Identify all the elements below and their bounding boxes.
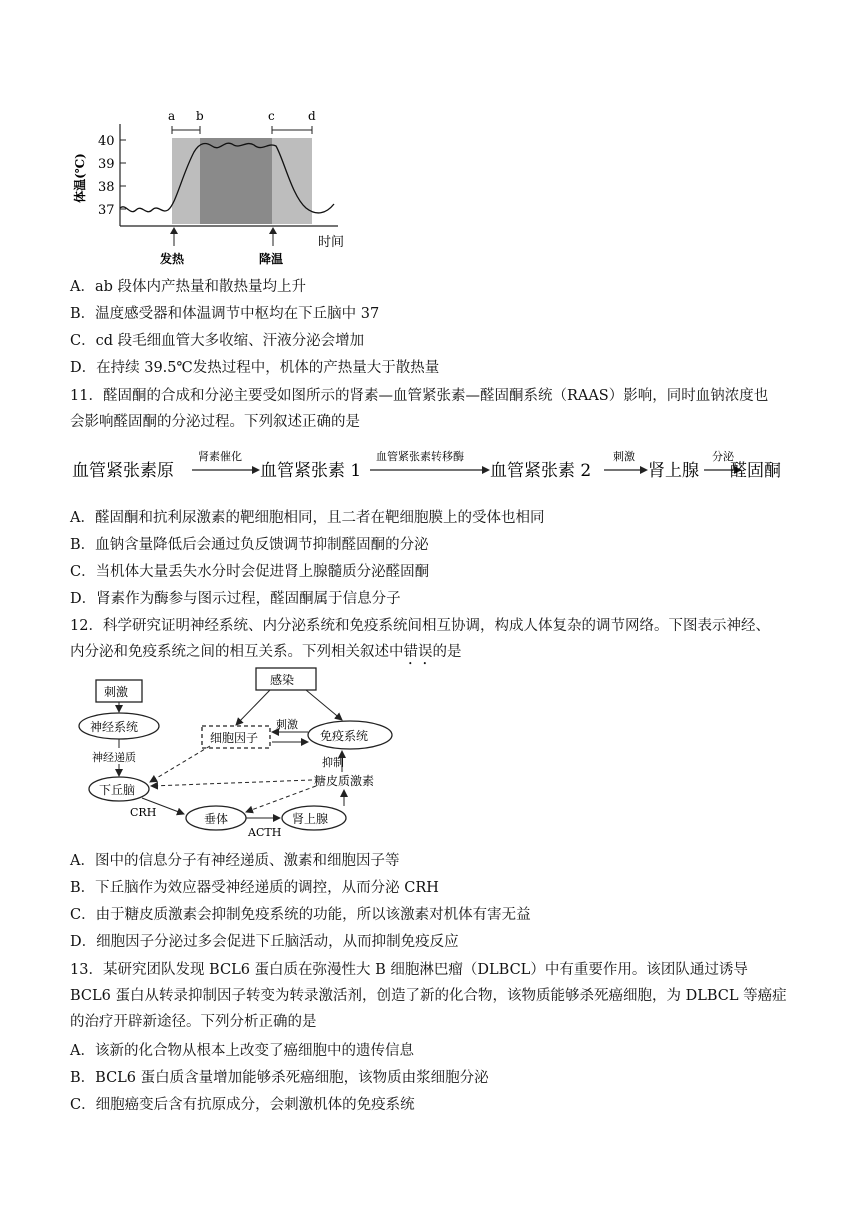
fever-period-dark-shade	[200, 138, 272, 224]
q13-stem: 13．某研究团队发现 BCL6 蛋白质在弥漫性大 B 细胞淋巴瘤（DLBCL）中有重要作用。该团队通过诱导 BCL6 蛋白从转录抑制因子转变为转录激活剂，创造了新的化合物，该物质能够杀死癌细胞，为 DLBCL 等癌症的治疗开辟新途径。下列分析正确的是	[70, 962, 787, 1030]
neuro-endocrine-immune-diagram	[70, 664, 420, 842]
raas-flow-diagram	[70, 440, 800, 498]
q10-option-b: B．温度感受器和体温调节中枢均在下丘脑中 37	[70, 306, 380, 322]
q13-option-c: C．细胞癌变后含有抗原成分，会刺激机体的免疫系统	[70, 1097, 415, 1113]
node-nervous-system: 神经系统	[90, 720, 139, 734]
marker-c: c	[268, 109, 275, 123]
q11-stem-line2: 会影响醛固酮的分泌过程。下列叙述正确的是	[70, 414, 360, 430]
q10-option-a: A．ab 段体内产热量和散热量均上升	[70, 279, 307, 295]
y-axis-label: 体温(℃)	[73, 153, 87, 203]
node-infection: 感染	[270, 673, 295, 687]
flow-angiotensin-2: 血管紧张素 2	[490, 461, 592, 481]
q13-option-a: A．该新的化合物从根本上改变了癌细胞中的遗传信息	[70, 1043, 414, 1059]
flow-arrow1-label: 肾素催化	[198, 450, 242, 463]
q11-option-b: B．血钠含量降低后会通过负反馈调节抑制醛固酮的分泌	[70, 537, 429, 553]
q13-option-b: B．BCL6 蛋白质含量增加能够杀死癌细胞，该物质由浆细胞分泌	[70, 1070, 489, 1086]
cooling-arrow-label: 降温	[259, 252, 284, 266]
q12-stem-post: 的是	[432, 644, 462, 660]
y-tick-40: 40	[98, 134, 115, 149]
marker-d: d	[308, 109, 316, 123]
q11-stem-line1: 11．醛固酮的合成和分泌主要受如图所示的肾素—血管紧张素—醛固酮系统（RAAS）影响，同时血钠浓度也	[70, 388, 769, 404]
fever-arrow-label: 发热	[160, 252, 185, 266]
y-tick-39: 39	[98, 157, 115, 172]
flow-arrow4-label: 分泌	[712, 450, 734, 463]
flow-aldosterone: 醛固酮	[730, 461, 781, 481]
q11-option-c: C．当机体大量丢失水分时会促进肾上腺髓质分泌醛固酮	[70, 564, 430, 580]
q11-option-a: A．醛固酮和抗利尿激素的靶细胞相同，且二者在靶细胞膜上的受体也相同	[70, 510, 545, 526]
flow-angiotensinogen: 血管紧张素原	[72, 461, 174, 481]
node-pituitary: 垂体	[204, 812, 229, 826]
flow-adrenal: 肾上腺	[648, 461, 699, 481]
q12-option-d: D．细胞因子分泌过多会促进下丘脑活动，从而抑制免疫反应	[70, 934, 459, 950]
node-glucocorticoid: 糖皮质激素	[314, 774, 375, 788]
marker-b: b	[196, 109, 204, 123]
node-cytokine: 细胞因子	[210, 731, 259, 745]
flow-angiotensin-1: 血管紧张素 1	[260, 461, 362, 481]
marker-a: a	[168, 109, 176, 123]
flow-arrow2-label: 血管紧张素转移酶	[376, 450, 464, 463]
node-stimulus: 刺激	[104, 685, 129, 699]
label-stimulate: 刺激	[276, 718, 298, 731]
q12-option-c: C．由于糖皮质激素会抑制免疫系统的功能，所以该激素对机体有害无益	[70, 907, 531, 923]
label-inhibit: 抑制	[322, 756, 344, 769]
q10-option-d: D．在持续 39.5℃发热过程中，机体的产热量大于散热量	[70, 360, 440, 376]
q12-stem-emphasis: 错误	[403, 644, 433, 660]
label-neurotransmitter: 神经递质	[92, 751, 136, 764]
label-crh: CRH	[130, 806, 157, 819]
node-immune-system: 免疫系统	[320, 729, 369, 743]
node-hypothalamus: 下丘脑	[99, 783, 136, 797]
fever-temperature-chart	[70, 100, 370, 270]
flow-arrow3-label: 刺激	[613, 450, 635, 463]
node-adrenal: 肾上腺	[292, 812, 329, 826]
q12-stem-pre: 内分泌和免疫系统之间的相互关系。下列相关叙述中	[70, 644, 404, 660]
q11-option-d: D．肾素作为酶参与图示过程，醛固酮属于信息分子	[70, 591, 401, 607]
x-axis-label: 时间	[318, 235, 345, 250]
q12-option-a: A．图中的信息分子有神经递质、激素和细胞因子等	[70, 853, 400, 869]
y-tick-37: 37	[98, 203, 115, 218]
q12-stem-line1: 12．科学研究证明神经系统、内分泌系统和免疫系统间相互协调，构成人体复杂的调节网络。下图表示神经、	[70, 618, 770, 634]
label-acth: ACTH	[248, 826, 282, 839]
y-tick-38: 38	[98, 180, 115, 195]
q12-option-b: B．下丘脑作为效应器受神经递质的调控，从而分泌 CRH	[70, 880, 439, 896]
q10-option-c: C．cd 段毛细血管大多收缩、汗液分泌会增加	[70, 333, 365, 349]
